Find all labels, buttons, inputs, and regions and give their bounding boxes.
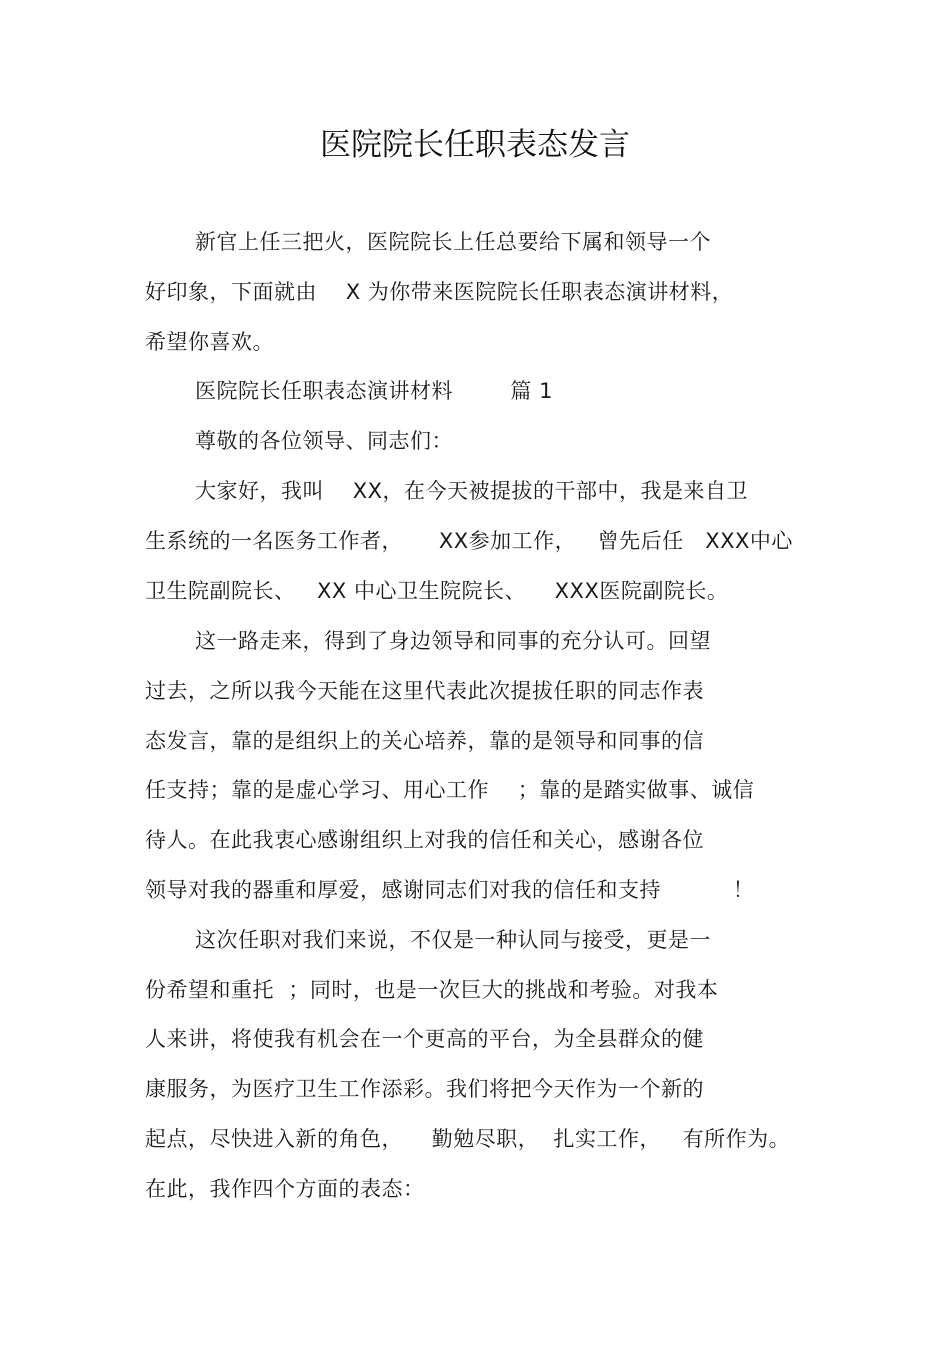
- paragraph-line: 大家好，我叫 XX，在今天被提拔的干部中，我是来自卫: [195, 479, 748, 503]
- paragraph-line: 好印象，下面就由 X 为你带来医院院长任职表态演讲材料，: [145, 280, 734, 304]
- paragraph-line: 人来讲，将使我有机会在一个更高的平台，为全县群众的健: [145, 1027, 704, 1051]
- paragraph-line: 这次任职对我们来说，不仅是一种认同与接受，更是一: [195, 928, 711, 952]
- paragraph-line: 态发言，靠的是组织上的关心培养，靠的是领导和同事的信: [145, 729, 704, 753]
- paragraph-line: 在此，我作四个方面的表态：: [145, 1177, 425, 1201]
- salutation: 尊敬的各位领导、同志们：: [195, 429, 453, 453]
- paragraph-line: 生系统的一名医务工作者， XX参加工作， 曾先后任 XXX中心: [145, 529, 793, 553]
- paragraph-line: 希望你喜欢。: [145, 330, 274, 354]
- paragraph-line: 卫生院副院长、 XX 中心卫生院院长、 XXX医院副院长。: [145, 579, 729, 603]
- section-heading: 医院院长任职表态演讲材料 篇 1: [195, 379, 553, 403]
- paragraph-line: 新官上任三把火，医院院长上任总要给下属和领导一个: [195, 230, 711, 254]
- paragraph-line: 领导对我的器重和厚爱，感谢同志们对我的信任和支持 ！: [145, 878, 755, 902]
- paragraph-line: 份希望和重托 ；同时，也是一次巨大的挑战和考验。对我本: [145, 978, 719, 1002]
- paragraph-line: 待人。在此我衷心感谢组织上对我的信任和关心，感谢各位: [145, 828, 704, 852]
- paragraph-line: 起点，尽快进入新的角色， 勤勉尽职， 扎实工作， 有所作为。: [145, 1127, 791, 1151]
- paragraph-line: 康服务，为医疗卫生工作添彩。我们将把今天作为一个新的: [145, 1077, 704, 1101]
- document-title: 医院院长任职表态发言: [320, 127, 630, 163]
- paragraph-line: 任支持；靠的是虚心学习、用心工作 ；靠的是踏实做事、诚信: [145, 778, 755, 802]
- paragraph-line: 这一路走来，得到了身边领导和同事的充分认可。回望: [195, 629, 711, 653]
- paragraph-line: 过去，之所以我今天能在这里代表此次提拔任职的同志作表: [145, 679, 704, 703]
